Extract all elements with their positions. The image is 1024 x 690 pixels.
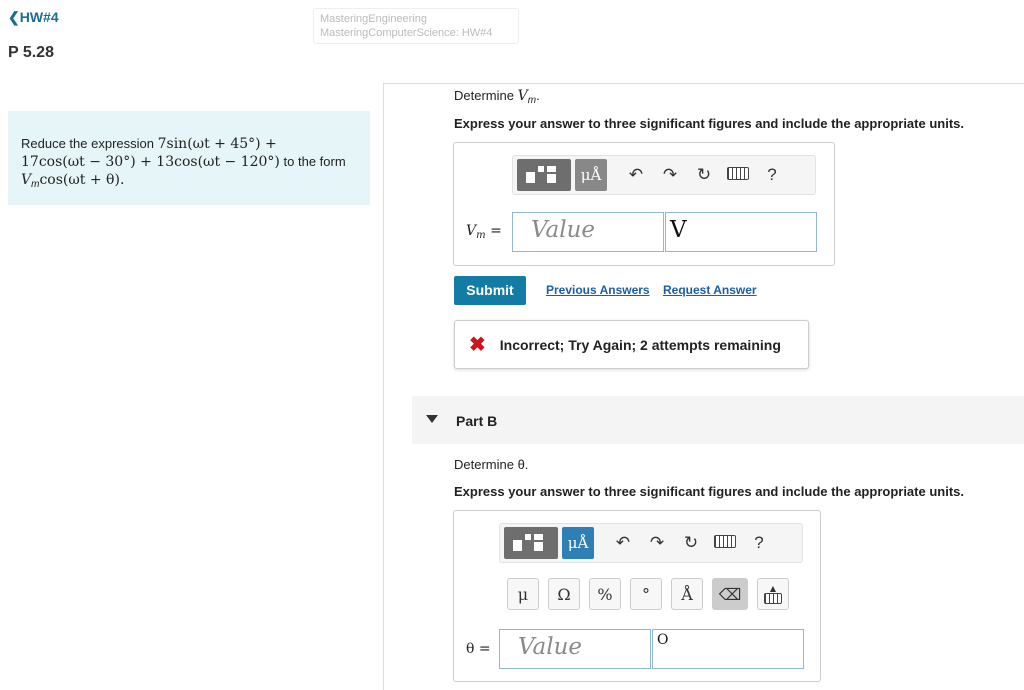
redo-icon[interactable]: ↷ bbox=[649, 533, 665, 552]
part-b-toolbar bbox=[499, 523, 803, 563]
undo-icon[interactable]: ↶ bbox=[615, 533, 631, 552]
vm-label-var: V bbox=[466, 223, 477, 239]
problem-intro: Reduce the expression bbox=[21, 136, 154, 151]
question-var: V bbox=[517, 88, 528, 104]
templates-button[interactable] bbox=[504, 527, 558, 559]
caret-down-icon[interactable] bbox=[426, 415, 438, 423]
incorrect-icon: ✖ bbox=[469, 334, 486, 356]
reset-icon[interactable]: ↻ bbox=[683, 533, 699, 552]
symbol-angstrom-button[interactable]: Å bbox=[671, 578, 703, 610]
keyboard-toggle-icon[interactable]: ▲ bbox=[757, 578, 789, 610]
symbol-ohm-button[interactable]: Ω bbox=[548, 578, 580, 610]
theta-value-input[interactable]: Value bbox=[499, 629, 651, 669]
determine-prefix: Determine bbox=[454, 88, 514, 103]
brand-box bbox=[313, 8, 519, 44]
brand-line1: MasteringEngineering bbox=[320, 13, 428, 25]
symbol-percent-button[interactable]: % bbox=[589, 578, 621, 610]
backspace-icon[interactable]: ⌫ bbox=[712, 578, 748, 610]
units-button[interactable]: μÅ bbox=[562, 527, 594, 559]
symbol-palette bbox=[507, 578, 798, 610]
reset-icon[interactable]: ↻ bbox=[696, 165, 712, 184]
symbol-degree-button[interactable]: ° bbox=[630, 578, 662, 610]
templates-icon bbox=[517, 159, 571, 191]
chevron-left-icon: ❮ bbox=[8, 9, 20, 25]
brand-line2: MasteringComputerScience: HW#4 bbox=[320, 27, 493, 39]
keyboard-icon[interactable] bbox=[708, 533, 742, 553]
part-b-header[interactable] bbox=[412, 396, 1024, 444]
vm-unit-input[interactable]: V bbox=[665, 212, 817, 252]
feedback-text: Incorrect; Try Again; 2 attempts remaining bbox=[499, 336, 781, 353]
theta-label: θ = bbox=[466, 641, 491, 657]
vm-label bbox=[466, 223, 502, 241]
form-var: V bbox=[21, 172, 32, 188]
divider-vertical bbox=[383, 83, 384, 690]
vm-label-sub: m bbox=[476, 230, 486, 241]
back-label: HW#4 bbox=[19, 9, 59, 25]
help-icon[interactable]: ? bbox=[767, 165, 777, 184]
submit-button[interactable]: Submit bbox=[454, 276, 526, 305]
problem-to-form: to the form bbox=[283, 154, 346, 169]
divider-horizontal bbox=[383, 83, 1024, 84]
problem-title: P 5.28 bbox=[8, 44, 54, 61]
problem-statement bbox=[8, 111, 370, 205]
units-button[interactable]: μÅ bbox=[575, 159, 607, 191]
help-icon[interactable]: ? bbox=[754, 533, 764, 552]
part-b-instruction: Express your answer to three significant figures and include the appropriate units. bbox=[454, 484, 964, 499]
vm-value-input[interactable]: Value bbox=[512, 212, 664, 252]
part-a-question bbox=[454, 88, 540, 106]
question-var-sub: m bbox=[527, 95, 537, 106]
previous-answers-link[interactable]: Previous Answers bbox=[546, 283, 650, 297]
redo-icon[interactable]: ↷ bbox=[662, 165, 678, 184]
part-a-toolbar bbox=[512, 155, 816, 195]
request-answer-link[interactable]: Request Answer bbox=[663, 283, 757, 297]
symbol-mu-button[interactable]: μ bbox=[507, 578, 539, 610]
part-a-answer-box bbox=[453, 142, 835, 266]
feedback-message bbox=[454, 320, 809, 369]
part-a-instruction: Express your answer to three significant figures and include the appropriate units. bbox=[454, 116, 964, 131]
vm-label-eq: = bbox=[490, 223, 502, 239]
part-b-answer-box bbox=[453, 510, 821, 682]
undo-icon[interactable]: ↶ bbox=[628, 165, 644, 184]
part-b-title: Part B bbox=[456, 413, 498, 429]
templates-icon bbox=[504, 527, 558, 559]
back-to-hw-link[interactable] bbox=[8, 9, 59, 26]
problem-expr1: 7sin(ωt + 45°) + bbox=[157, 136, 277, 152]
templates-button[interactable] bbox=[517, 159, 571, 191]
question-period: . bbox=[536, 88, 540, 103]
theta-unit-input[interactable]: O bbox=[652, 629, 804, 669]
form-rest: cos(ωt + θ). bbox=[39, 172, 125, 188]
keyboard-icon[interactable] bbox=[721, 165, 755, 185]
part-b-question: Determine θ. bbox=[454, 457, 529, 472]
form-var-sub: m bbox=[31, 179, 40, 190]
problem-expr2: 17cos(ωt − 30°) + 13cos(ωt − 120°) bbox=[21, 154, 280, 170]
